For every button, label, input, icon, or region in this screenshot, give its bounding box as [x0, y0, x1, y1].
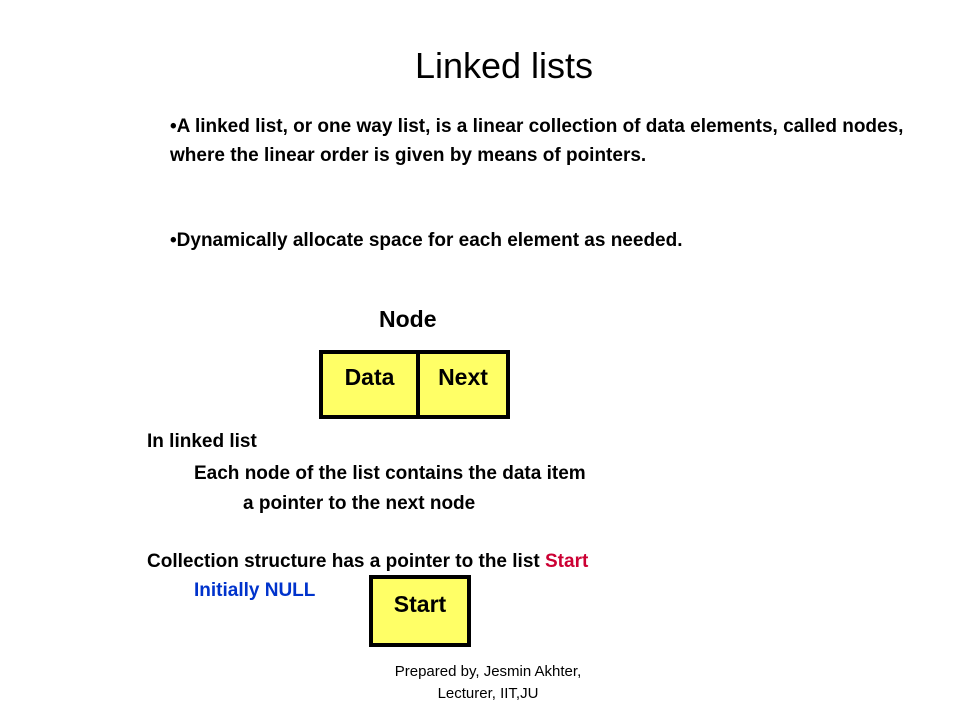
- bullet-symbol: •: [170, 116, 177, 137]
- collection-text: Collection structure has a pointer to the list: [147, 551, 545, 572]
- explanation-line-heading: In linked list: [147, 431, 257, 452]
- node-label: Node: [379, 306, 437, 332]
- bullet-symbol: •: [170, 230, 177, 251]
- footer-line-author: Prepared by, Jesmin Akhter,: [394, 663, 582, 680]
- bullet-item-definition: [170, 112, 915, 170]
- node-field-next: Next: [438, 364, 488, 390]
- footer-credit: [300, 661, 676, 705]
- footer-line-role: Lecturer, IIT,JU: [437, 685, 539, 702]
- explanation-line-collection: [147, 549, 588, 574]
- start-pointer-box: [369, 575, 471, 647]
- bullet-item-allocation: [170, 226, 915, 255]
- initially-null-text: Initially NULL: [194, 580, 316, 601]
- node-field-data: Data: [323, 354, 420, 415]
- bullet-text: A linked list, or one way list, is a linear collection of data elements, called nodes, where the linear order is given by means of pointers.: [170, 116, 904, 166]
- explanation-line-pointer: a pointer to the next node: [243, 493, 476, 514]
- start-box-label: Start: [393, 591, 447, 617]
- bullet-text: Dynamically allocate space for each element as needed.: [176, 230, 683, 251]
- explanation-line-data-item: Each node of the list contains the data item: [194, 463, 586, 484]
- slide-title: Linked lists: [414, 45, 594, 86]
- node-diagram-box: [319, 350, 510, 419]
- start-highlight-text: Start: [545, 551, 589, 572]
